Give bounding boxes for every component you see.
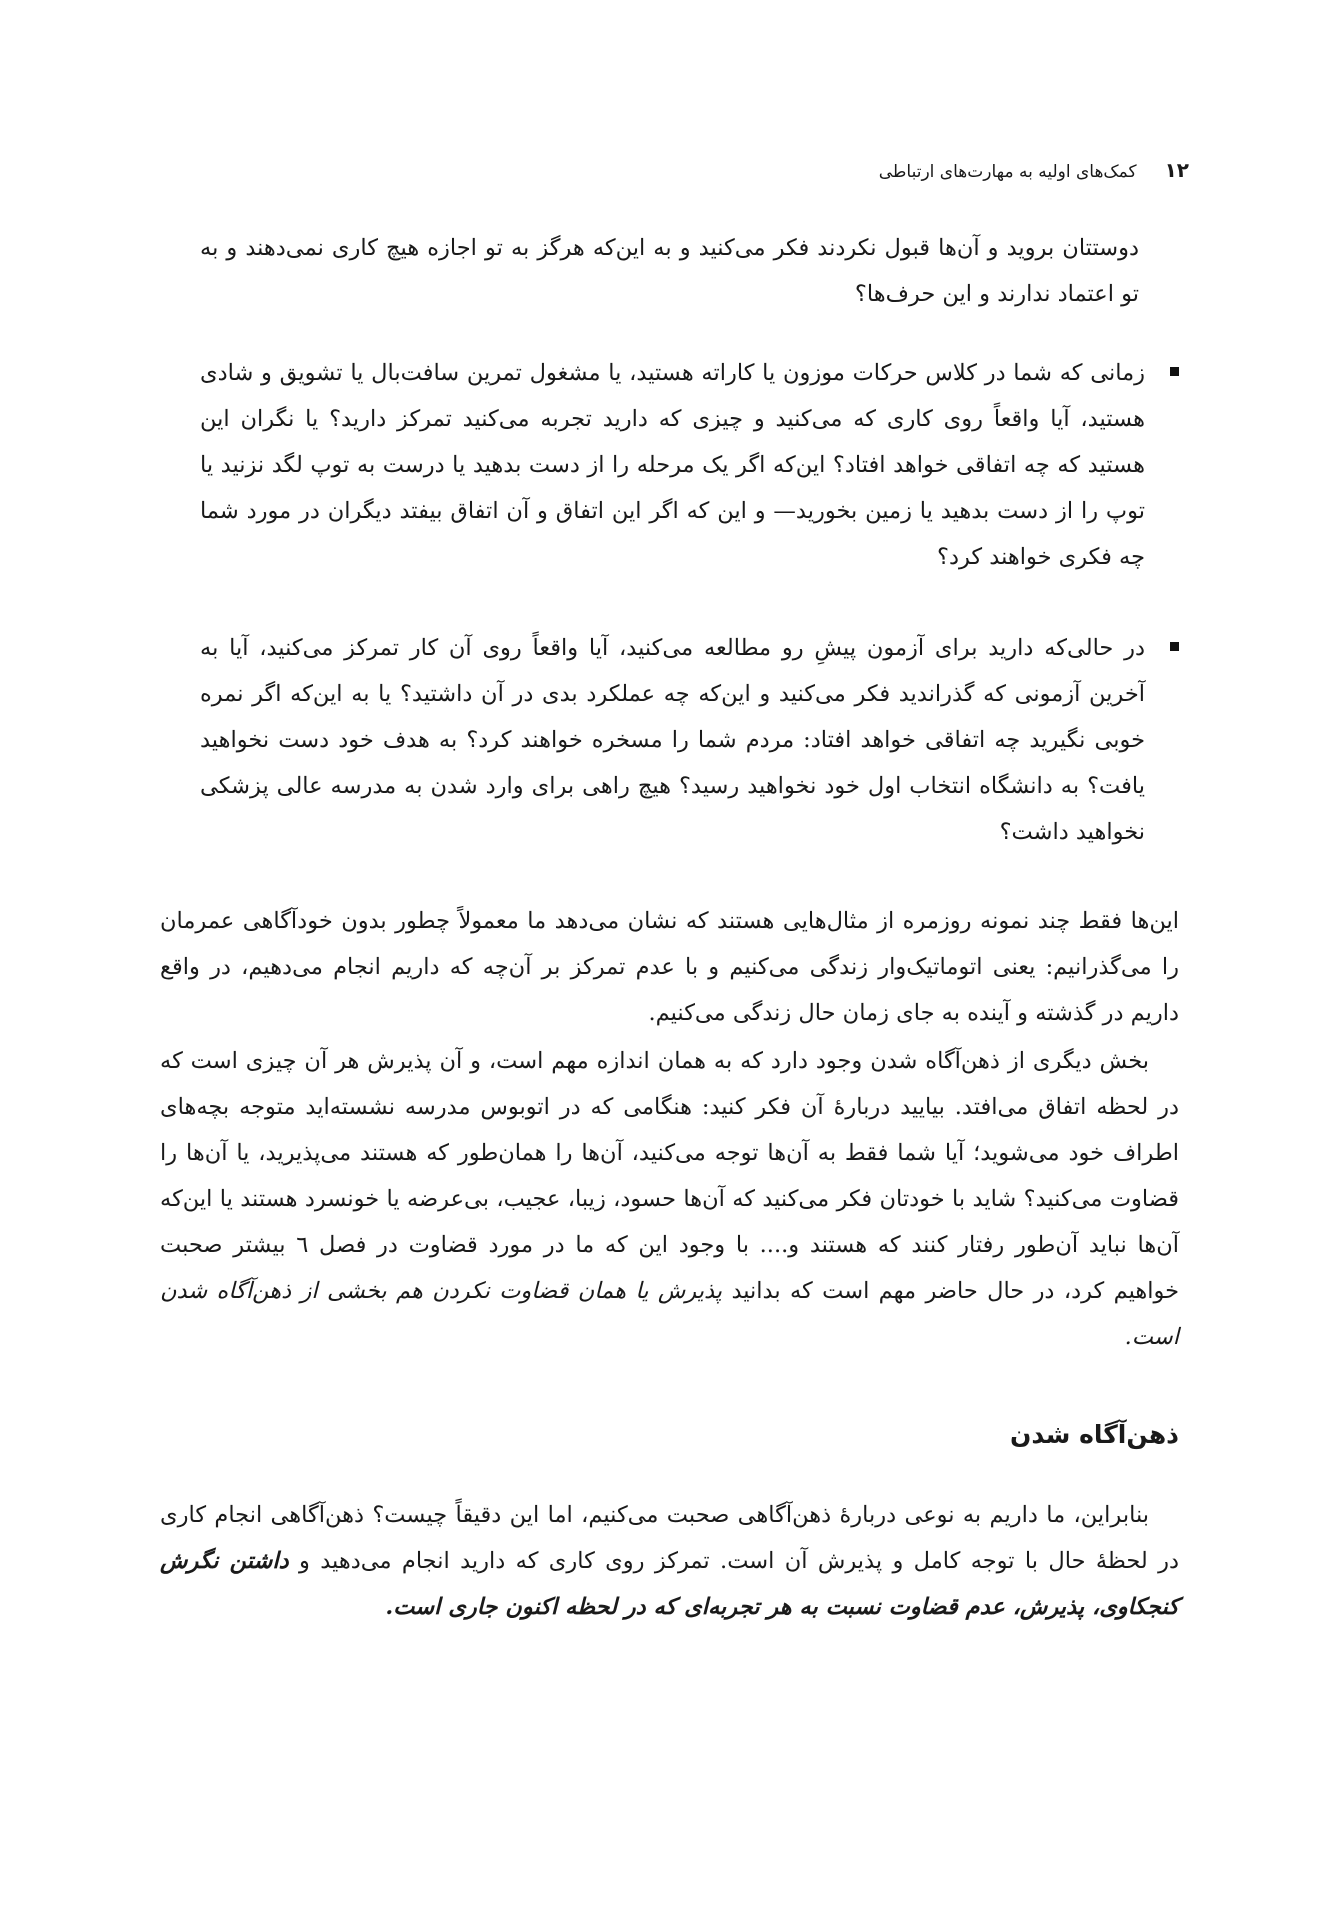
bullet-text: زمانی که شما در کلاس حرکات موزون یا کاراته هستید، یا مشغول تمرین سافت‌بال یا تشویق و شادی هستید، آیا واقعاً روی کاری که می‌کنید و چیزی که دارید تجربه می‌کنید تمرکز دارید؟ یا نگران این هستید که چه اتفاقی خواهد افتاد؟ این‌که اگر یک مرحله را از دست بدهید یا درست به توپ لگد نزنید یا توپ را از دست بدهید یا زمین بخورید— و این که اگر این اتفاق و آن اتفاق بیفتد دیگران در مورد شما چه فکری خواهند کرد؟ bbox=[200, 360, 1145, 570]
section-heading: ذهن‌آگاه شدن bbox=[1010, 1420, 1179, 1449]
paragraph-text: بخش دیگری از ذهن‌آگاه شدن وجود دارد که به همان اندازه مهم است، و آن پذیرش هر آن چیزی است که در لحظه اتفاق می‌افتد. بیایید دربارهٔ آن فکر کنید: هنگامی که در اتوبوس مدرسه نشسته‌اید متوجه بچه‌های اطراف خود می‌شوید؛ آیا شما فقط به آن‌ها توجه می‌کنید، آن‌ها را همان‌طور که هستند می‌پذیرید، یا آن‌ها را قضاوت می‌کنید؟ شاید با خودتان فکر می‌کنید که آن‌ها حسود، زیبا، عجیب، بی‌عرضه یا خونسرد هستند یا این‌که آن‌ها نباید آن‌طور رفتار کنند که هستند و.... با وجود این که ما در مورد قضاوت در فصل ٦ بیشتر صحبت خواهیم کرد، در حال حاضر مهم است که بدانید bbox=[160, 1048, 1180, 1304]
square-bullet-icon bbox=[1170, 367, 1179, 376]
page-header bbox=[879, 158, 1189, 182]
paragraph-text: بنابراین، ما داریم به نوعی دربارهٔ ذهن‌آگاهی صحبت می‌کنیم، اما این دقیقاً چیست؟ ذهن‌آگاهی انجام کاری در لحظهٔ حال با توجه کامل و پذیرش آن است. تمرکز روی کاری که دارید انجام می‌دهید و bbox=[160, 1502, 1179, 1574]
bullet-item-1 bbox=[200, 350, 1179, 580]
page-number: ۱۲ bbox=[1164, 158, 1189, 182]
square-bullet-icon bbox=[1170, 642, 1179, 651]
paragraph-everyday-examples: این‌ها فقط چند نمونه روزمره از مثال‌هایی هستند که نشان می‌دهد ما معمولاً چطور بدون خودآگاهی عمرمان را می‌گذرانیم: یعنی اتوماتیک‌وار زندگی می‌کنیم و با عدم تمرکز بر آن‌چه که داریم انجام می‌دهیم، در واقع داریم در گذشته و آینده به جای زمان حال زندگی می‌کنیم. bbox=[160, 908, 1179, 1026]
bullet-item-2 bbox=[200, 625, 1179, 855]
italic-emphasis: پذیرش یا همان قضاوت نکردن هم بخشی از ذهن‌آگاه شدن است. bbox=[160, 1278, 1179, 1350]
paragraph-definition bbox=[160, 1492, 1179, 1630]
bold-italic-emphasis: داشتن نگرش کنجکاوی، پذیرش، عدم قضاوت نسبت به هر تجربه‌ای که در لحظه اکنون جاری است. bbox=[160, 1548, 1179, 1620]
paragraph-acceptance bbox=[160, 1038, 1179, 1360]
continuation-paragraph: دوستتان بروید و آن‌ها قبول نکردند فکر می‌کنید و به این‌که هرگز به تو اجازه هیچ کاری نمی‌دهند و به تو اعتماد ندارند و این حرف‌ها؟ bbox=[200, 235, 1139, 307]
running-title: کمک‌های اولیه به مهارت‌های ارتباطی bbox=[878, 162, 1137, 182]
bullet-text: در حالی‌که دارید برای آزمون پیشِ رو مطالعه می‌کنید، آیا واقعاً روی آن کار تمرکز می‌کنید، آیا به آخرین آزمونی که گذراندید فکر می‌کنید و این‌که چه عملکرد بدی در آن داشتید؟ یا به این‌که اگر نمره خوبی نگیرید چه اتفاقی خواهد افتاد: مردم شما را مسخره خواهند کرد؟ به هدف خود دست نخواهید یافت؟ به دانشگاه انتخاب اول خود نخواهید رسید؟ هیچ راهی برای وارد شدن به مدرسه عالی پزشکی نخواهید داشت؟ bbox=[200, 635, 1145, 845]
